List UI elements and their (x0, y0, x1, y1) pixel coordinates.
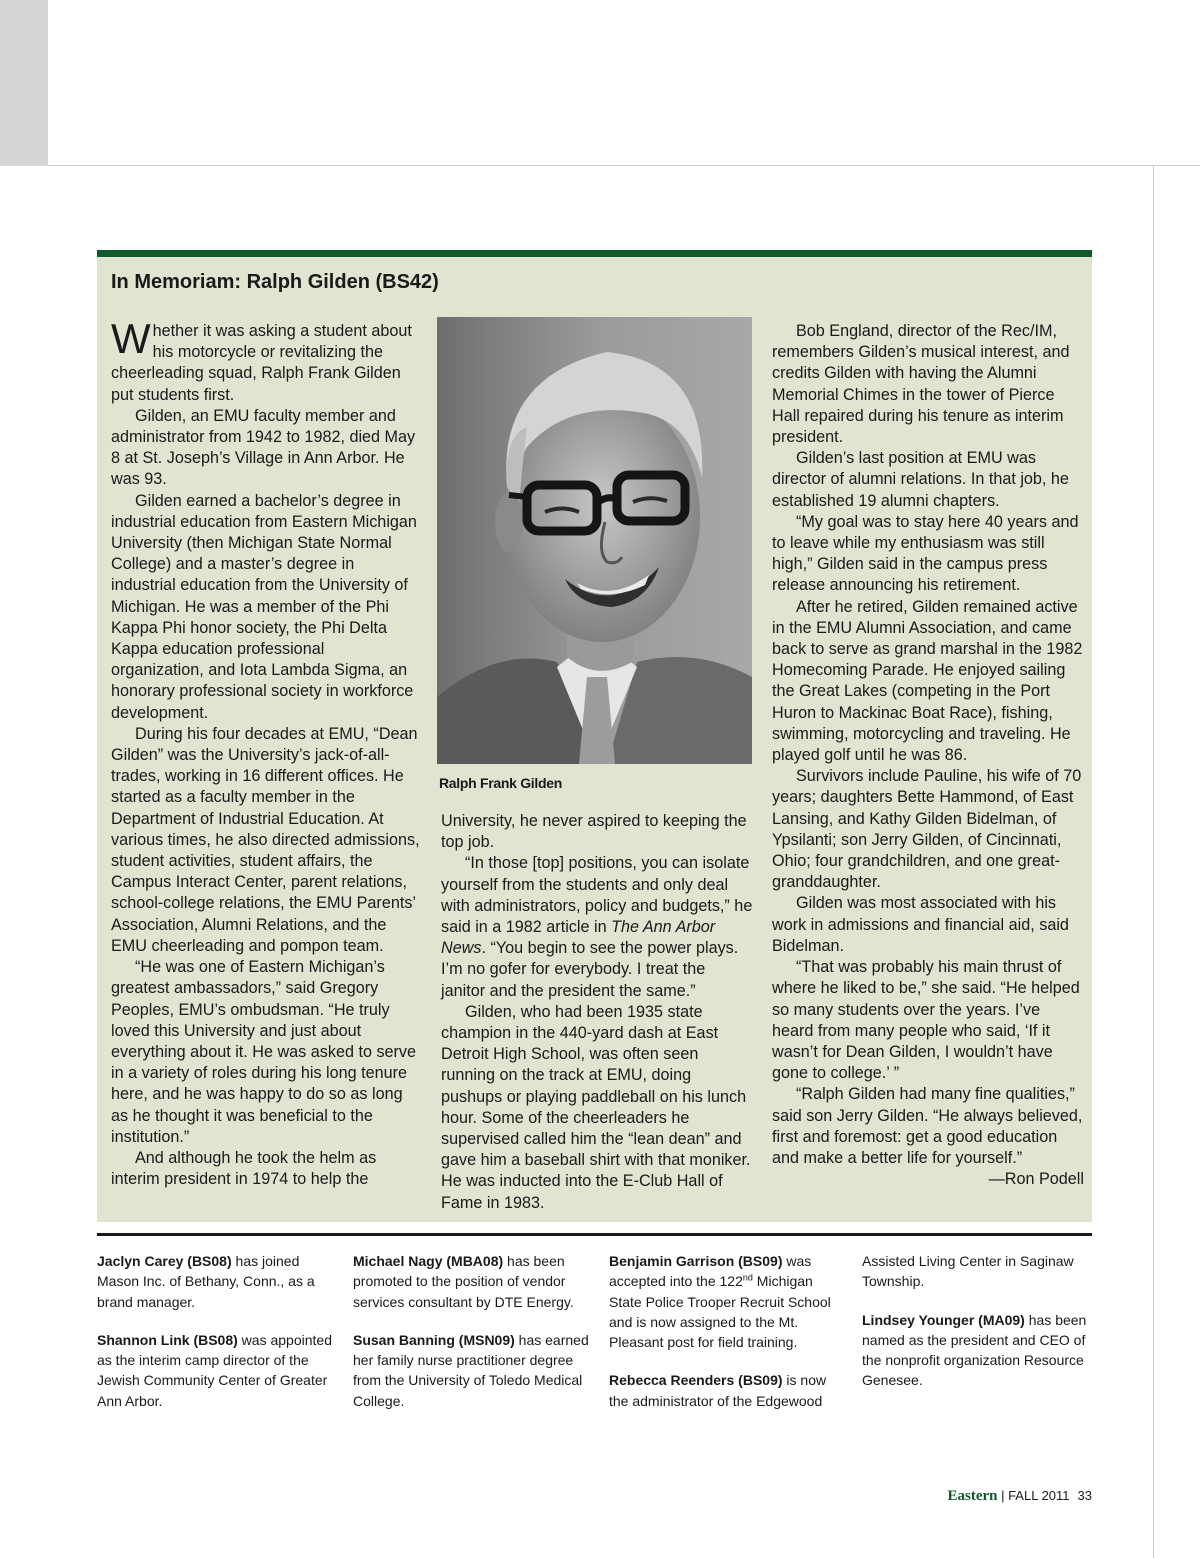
class-note: Michael Nagy (MBA08) has been promoted to the position of vendor services consultant by DTE Energy. (353, 1253, 574, 1310)
class-note: Jaclyn Carey (BS08) has joined Mason Inc. of Bethany, Conn., as a brand manager. (97, 1253, 315, 1310)
paragraph: Survivors include Pauline, his wife of 70 years; daughters Bette Hammond, of East Lansing, and Kathy Gilden Bidelman, of Ypsilanti; son Jerry Gilden, of Cincinnati, Ohio; four grandchildren, and one great-granddaughter. (772, 767, 1082, 892)
alumni-name: Rebecca Reenders (BS09) (609, 1372, 783, 1389)
class-note: Shannon Link (BS08) was appointed as the interim camp director of the Jewish Community Center of Greater Ann Arbor. (97, 1331, 332, 1409)
alumni-name: Benjamin Garrison (BS09) (609, 1253, 783, 1269)
portrait-photo (437, 317, 752, 764)
article-column-2 (441, 811, 753, 1214)
class-note: Rebecca Reenders (BS09) is now the administrator of the Edgewood (609, 1372, 827, 1409)
paragraph: “In those [top] positions, you can isolate yourself from the students and only deal with administrators, policy and budgets,” he said in a 1982 article in The Ann Arbor News. “You begin to see the power plays. I’m no gofer for everybody. I treat the janitor and the president the same.” (441, 854, 753, 1000)
magazine-name: Eastern (947, 1488, 998, 1504)
paragraph: During his four decades at EMU, “Dean Gilden” was the University’s jack-of-all-trades, working in 16 different offices. He started as a faculty member in the Department of Industrial Education. At various times, he also directed admissions, student activities, student affairs, the Campus Interact Center, parent relations, school-college relations, the EMU Parents’ Association, Alumni Relations, and the EMU cheerleading and pompon team. (111, 724, 420, 955)
class-note: Susan Banning (MSN09) has earned her family nurse practitioner degree from the University of Toledo Medical College. (353, 1331, 589, 1409)
paragraph: Gilden’s last position at EMU was director of alumni relations. In that job, he established 19 alumni chapters. (772, 449, 1069, 510)
class-note-continued: Assisted Living Center in Saginaw Township. (862, 1253, 1074, 1290)
paragraph: University, he never aspired to keeping the top job. (441, 812, 747, 852)
paragraph: “That was probably his main thrust of where he liked to be,” she said. “He helped so many students over the years. I’ve heard from many people who said, ‘If it wasn’t for Dean Gilden, I wouldn’t have gone to college.’ ” (772, 958, 1080, 1083)
alumni-name: Michael Nagy (MBA08) (353, 1253, 504, 1269)
alumni-name: Shannon Link (BS08) (97, 1331, 238, 1348)
paragraph: Gilden was most associated with his work in admissions and financial aid, said Bidelman. (772, 894, 1069, 955)
paragraph: And although he took the helm as interim president in 1974 to help the (111, 1148, 377, 1189)
gutter-divider (1153, 166, 1154, 1558)
alumni-name: Jaclyn Carey (BS08) (97, 1253, 232, 1269)
photo-caption: Ralph Frank Gilden (439, 775, 562, 791)
class-note: Lindsey Younger (MA09) has been named as the president and CEO of the nonprofit organization Resource Genesee. (862, 1311, 1087, 1389)
paragraph: “Ralph Gilden had many fine qualities,” said son Jerry Gilden. “He always believed, first and foremost: get a good education and make a better life for yourself.” (772, 1085, 1083, 1167)
portrait-illustration (437, 317, 752, 764)
class-notes-column-2 (353, 1251, 593, 1429)
issue-label: | FALL 2011 (997, 1488, 1070, 1503)
alumni-name: Susan Banning (MSN09) (353, 1331, 515, 1348)
paragraph: “My goal was to stay here 40 years and to leave while my enthusiasm was still high,” Gilden said in the campus press release announcing his retirement. (772, 512, 1079, 595)
paragraph: Gilden, an EMU faculty member and administrator from 1942 to 1982, died May 8 at St. Joseph’s Village in Ann Arbor. He was 93. (111, 406, 416, 489)
article-column-1 (111, 315, 421, 1190)
alumni-name: Lindsey Younger (MA09) (862, 1311, 1025, 1328)
class-notes-column-3 (609, 1251, 841, 1429)
paragraph: Gilden, who had been 1935 state champion in the 440-yard dash at East Detroit High School, was often seen running on the track at EMU, doing pushups or playing paddleball on his lunch hour. Some of the cheerleaders he supervised called him the “lean dean” and gave him a baseball shirt with that moniker. He was inducted into the E-Club Hall of Fame in 1983. (441, 1002, 751, 1212)
paragraph: “He was one of Eastern Michigan’s greatest ambassadors,” said Gregory Peoples, EMU’s ombudsman. “He truly loved this University and just about everything about it. He was asked to serve in a variety of roles during his long tenure here, and he was happy to do so as long as he thought it was beneficial to the institution.” (111, 958, 417, 1146)
publication-title: The Ann Arbor News (441, 918, 716, 958)
paragraph: After he retired, Gilden remained active in the EMU Alumni Association, and came back to serve as grand marshal in the 1982 Homecoming Parade. He enjoyed sailing the Great Lakes (competing in the Port Huron to Mackinac Boat Race), fishing, swimming, motorcycling and traveling. He played golf until he was 86. (772, 597, 1083, 765)
header-divider (48, 165, 1200, 166)
article-title: In Memoriam: Ralph Gilden (BS42) (111, 271, 439, 293)
paragraph: Gilden earned a bachelor’s degree in industrial education from Eastern Michigan University (then Michigan State Normal College) and a master’s degree in industrial education from the University of Michigan. He was a member of the Phi Kappa Phi honor society, the Phi Delta Kappa education professional organization, and Iota Lambda Sigma, an honorary professional society in workforce development. (111, 491, 417, 722)
paragraph: Whether it was asking a student about his motorcycle or revitalizing the cheerleading squad, Ralph Frank Gilden put students first. (111, 315, 412, 404)
page-number: 33 (1077, 1488, 1092, 1503)
class-notes-column-4 (862, 1251, 1094, 1409)
page-footer (947, 1488, 1092, 1505)
class-note: Benjamin Garrison (BS09) was accepted into the 122nd Michigan State Police Trooper Recruit School and is now assigned to the Mt. Pleasant post for field training. (609, 1253, 831, 1351)
article-column-3 (772, 321, 1084, 1190)
class-notes-divider (97, 1233, 1092, 1236)
memorial-article (97, 250, 1092, 1222)
paragraph: Bob England, director of the Rec/IM, remembers Gilden’s musical interest, and credits Gilden with having the Alumni Memorial Chimes in the tower of Pierce Hall repaired during his tenure as interim president. (772, 322, 1070, 447)
class-notes-column-1 (97, 1251, 337, 1429)
author-signature: —Ron Podell (988, 1170, 1084, 1189)
drop-cap: W (111, 315, 151, 362)
page-edge-tab (0, 0, 48, 166)
